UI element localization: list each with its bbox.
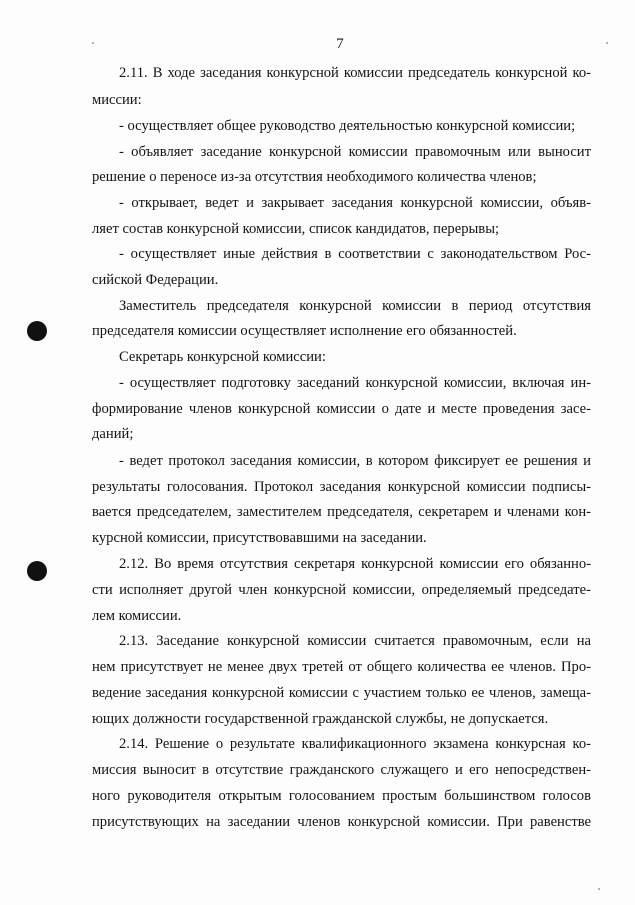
text-line: - ведет протокол заседания комиссии, в котором фиксирует ее решения и: [119, 453, 591, 469]
text-line: ведение заседания конкурсной комиссии с участием только ее членов, замеща-: [92, 685, 591, 701]
text-line: 2.14. Решение о результате квалификационного экзамена конкурсная ко-: [119, 736, 591, 752]
text-line: ющих должности государственной гражданской службы, не допускается.: [92, 711, 549, 727]
text-line: - осуществляет подготовку заседаний конкурсной комиссии, включая ин-: [119, 375, 591, 391]
scan-speck: [92, 42, 94, 44]
text-line: - объявляет заседание конкурсной комиссии правомочным или выносит: [119, 144, 591, 160]
text-line: сти исполняет другой член конкурсной комиссии, определяемый председате-: [92, 582, 591, 598]
punch-hole-mark: [27, 561, 47, 581]
page-number: 7: [336, 36, 344, 52]
text-line: - осуществляет иные действия в соответствии с законодательством Рос-: [119, 246, 591, 262]
text-line: миссии:: [92, 92, 142, 108]
text-line: 2.12. Во время отсутствия секретаря конкурсной комиссии его обязанно-: [119, 556, 591, 572]
text-line: Заместитель председателя конкурсной комиссии в период отсутствия: [119, 298, 591, 314]
text-line: миссия выносит в отсутствие гражданского служащего и его непосредствен-: [92, 762, 591, 778]
text-line: присутствующих на заседании членов конкурсной комиссии. При равенстве: [92, 814, 591, 830]
text-line: 2.13. Заседание конкурсной комиссии считается правомочным, если на: [119, 633, 591, 649]
text-line: ного руководителя открытым голосованием простым большинством голосов: [92, 788, 591, 804]
text-line: формирование членов конкурсной комиссии о дате и месте проведения засе-: [92, 401, 591, 417]
text-line: результаты голосования. Протокол заседания конкурсной комиссии подписы-: [92, 479, 591, 495]
text-line: нем присутствует не менее двух третей от общего количества ее членов. Про-: [92, 659, 591, 675]
text-line: Секретарь конкурсной комиссии:: [119, 349, 326, 365]
text-line: решение о переносе из-за отсутствия необходимого количества членов;: [92, 169, 537, 185]
text-line: даний;: [92, 426, 134, 442]
text-line: курсной комиссии, присутствовавшими на заседании.: [92, 530, 427, 546]
text-line: - осуществляет общее руководство деятельностью конкурсной комиссии;: [119, 118, 576, 134]
text-line: ляет состав конкурсной комиссии, список кандидатов, перерывы;: [92, 221, 500, 237]
scan-speck: [598, 888, 600, 890]
text-line: лем комиссии.: [92, 608, 182, 624]
text-line: 2.11. В ходе заседания конкурсной комиссии председатель конкурсной ко-: [119, 65, 591, 81]
text-line: вается председателем, заместителем председателя, секретарем и членами кон-: [92, 504, 591, 520]
punch-hole-mark: [27, 321, 47, 341]
text-line: председателя комиссии осуществляет исполнение его обязанностей.: [92, 323, 517, 339]
scan-speck: [606, 42, 608, 44]
text-line: - открывает, ведет и закрывает заседания конкурсной комиссии, объяв-: [119, 195, 591, 211]
text-line: сийской Федерации.: [92, 272, 219, 288]
